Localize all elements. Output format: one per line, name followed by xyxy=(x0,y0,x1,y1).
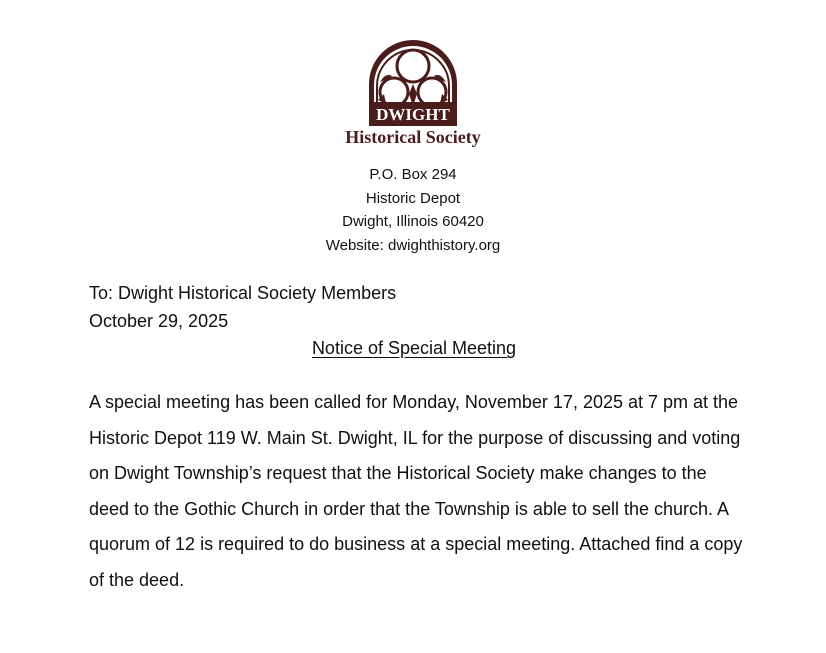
dwight-historical-society-logo xyxy=(338,38,488,150)
return-address xyxy=(0,163,826,257)
logo-name-text: DWIGHT xyxy=(376,105,450,124)
gothic-window-emblem-icon xyxy=(338,38,488,150)
letter-body: A special meeting has been called for Monday, November 17, 2025 at 7 pm at the Historic Depot 119 W. Main St. Dwight, IL for the purpose of discussing and voting on Dwight Township’s request that the Historical Society make changes to the deed to the Gothic Church in order that the Township is able to sell the church. A quorum of 12 is required to do business at a special meeting. Attached find a copy of the deed. xyxy=(89,392,743,590)
address-website: Website: dwighthistory.org xyxy=(325,236,501,254)
address-city: Dwight, Illinois 60420 xyxy=(342,213,484,230)
recipient-line: To: Dwight Historical Society Members xyxy=(89,283,397,303)
letter-date: October 29, 2025 xyxy=(89,311,229,331)
address-building: Historic Depot xyxy=(365,189,461,207)
address-po-box: P.O. Box 294 xyxy=(369,166,457,183)
logo-subtitle-text: Historical Society xyxy=(345,127,481,147)
notice-title: Notice of Special Meeting xyxy=(311,338,517,358)
